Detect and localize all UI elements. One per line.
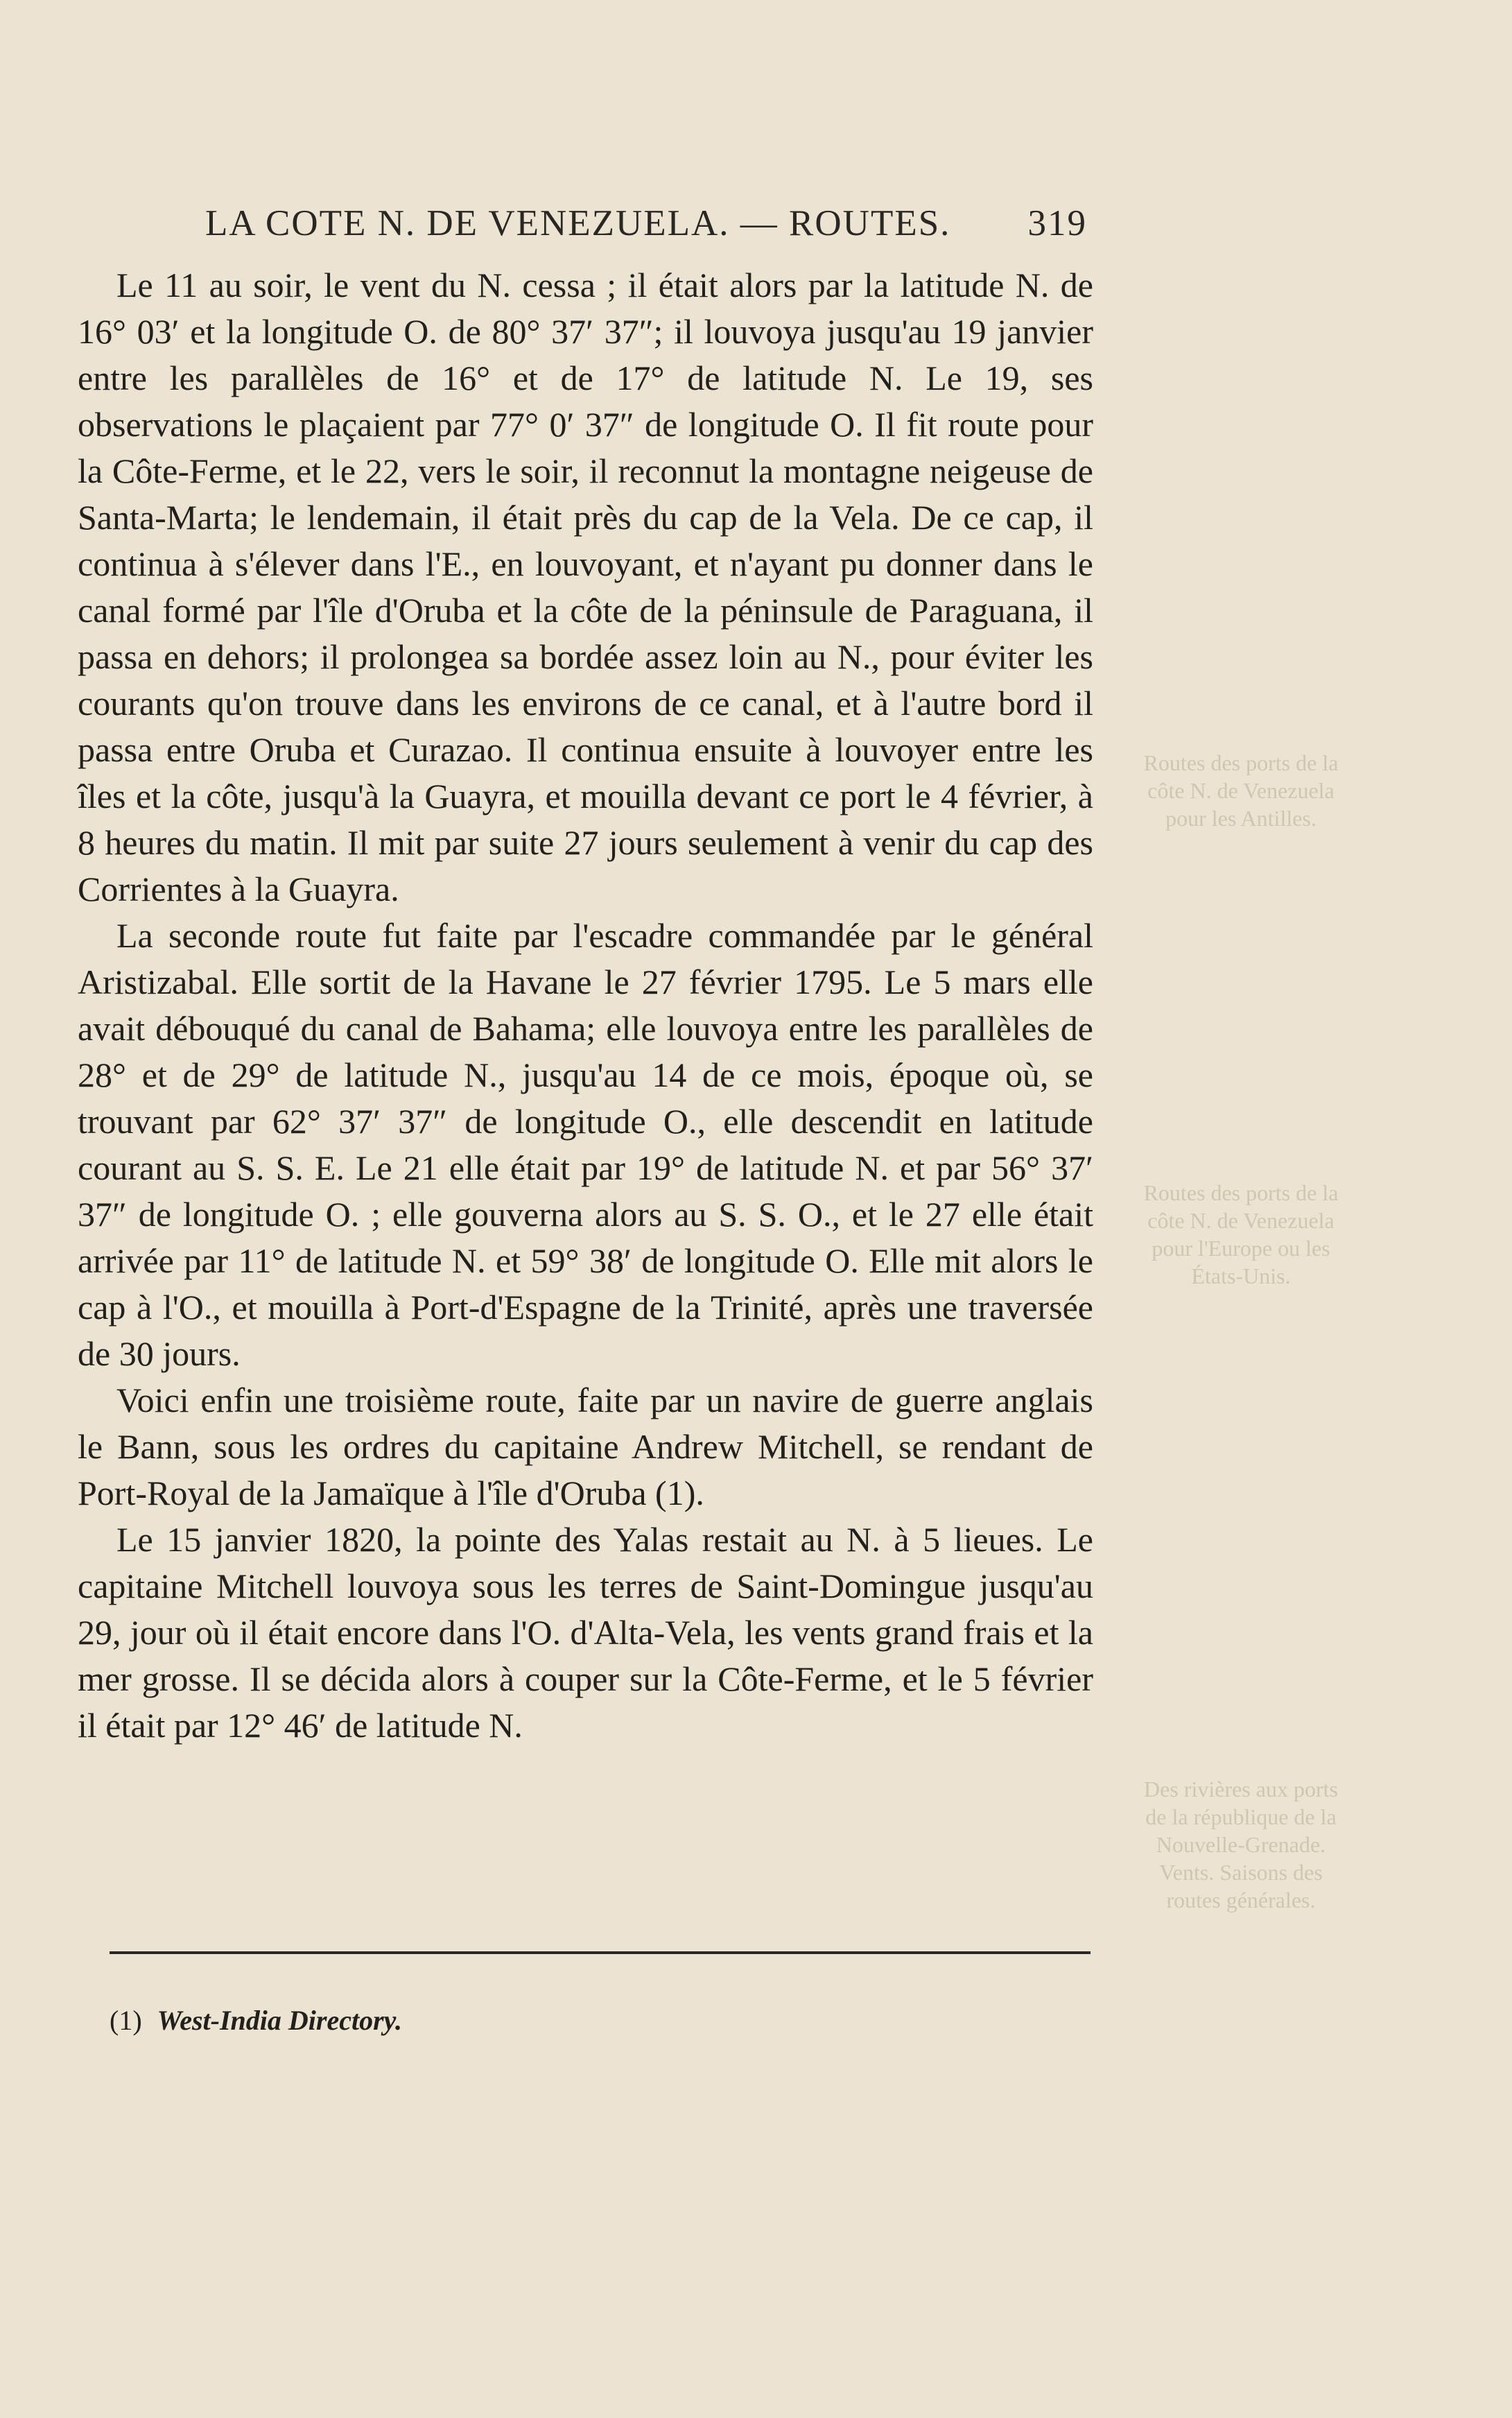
bleed-through-note-2: Routes des ports de la côte N. de Venezuela pour l'Europe ou les États-Unis. (1143, 1180, 1339, 1288)
bleed-through-note-1: Routes des ports de la côte N. de Venezuela pour les Antilles. (1143, 750, 1339, 831)
footnote-marker: (1) (110, 2005, 142, 2036)
page-number: 319 (1027, 203, 1087, 243)
footnote-text: West-India Directory. (157, 2005, 402, 2036)
paragraph-1: Le 11 au soir, le vent du N. cessa ; il était alors par la latitude N. de 16° 03′ et la longitude O. de 80° 37′ 37″; il louvoya jusqu'au 19 janvier entre les parallèles de 16° et de 17° de latitude N. Le 19, ses observations le plaçaient par 77° 0′ 37″ de longitude O. Il fit route pour la Côte-Ferme, et le 22, vers le soir, il reconnut la montagne neigeuse de Santa-Marta; le lendemain, il était près du cap de la Vela. De ce cap, il continua à s'élever dans l'E., en louvoyant, et n'ayant pu donner dans le canal formé par l'île d'Oruba et la côte de la péninsule de Paraguana, il passa en dehors; il prolongea sa bordée assez loin au N., pour éviter les courants qu'on trouve dans les environs de ce canal, et à l'autre bord il passa entre Oruba et Curazao. Il continua ensuite à louvoyer entre les îles et la côte, jusqu'à la Guayra, et mouilla devant ce port le 4 février, à 8 heures du matin. Il mit par suite 27 jours seulement à venir du cap des Corrientes à la Guayra. (78, 266, 1093, 908)
paragraph-4: Le 15 janvier 1820, la pointe des Yalas restait au N. à 5 lieues. Le capitaine Mitchell louvoya sous les terres de Saint-Domingue jusqu'au 29, jour où il était encore dans l'O. d'Alta-Vela, les vents grand frais et la mer grosse. Il se décida alors à couper sur la Côte-Ferme, et le 5 février il était par 12° 46′ de latitude N. (78, 1520, 1093, 1745)
paragraph-2: La seconde route fut faite par l'escadre commandée par le général Aristizabal. Elle sortit de la Havane le 27 février 1795. Le 5 mars elle avait débouqué du canal de Bahama; elle louvoya entre les parallèles de 28° et de 29° de latitude N., jusqu'au 14 de ce mois, époque où, se trouvant par 62° 37′ 37″ de longitude O., elle descendit en latitude courant au S. S. E. Le 21 elle était par 19° de latitude N. et par 56° 37′ 37″ de longitude O. ; elle gouverna alors au S. S. O., et le 27 elle était arrivée par 11° de latitude N. et 59° 38′ de longitude O. Elle mit alors le cap à l'O., et mouilla à Port-d'Espagne de la Trinité, après une traversée de 30 jours. (78, 916, 1093, 1373)
body-text (78, 262, 1093, 1749)
running-head-title: LA COTE N. DE VENEZUELA. — ROUTES. (205, 203, 951, 243)
paragraph-3: Voici enfin une troisième route, faite par un navire de guerre anglais le Bann, sous les ordres du capitaine Andrew Mitchell, se rendant de Port-Royal de la Jamaïque à l'île d'Oruba (1). (78, 1381, 1093, 1512)
footnote-rule (110, 1951, 1090, 1954)
bleed-through-note-3: Des rivières aux ports de la république de la Nouvelle-Grenade. Vents. Saisons des routes générales. (1144, 1777, 1338, 1912)
footnote (110, 2004, 402, 2037)
